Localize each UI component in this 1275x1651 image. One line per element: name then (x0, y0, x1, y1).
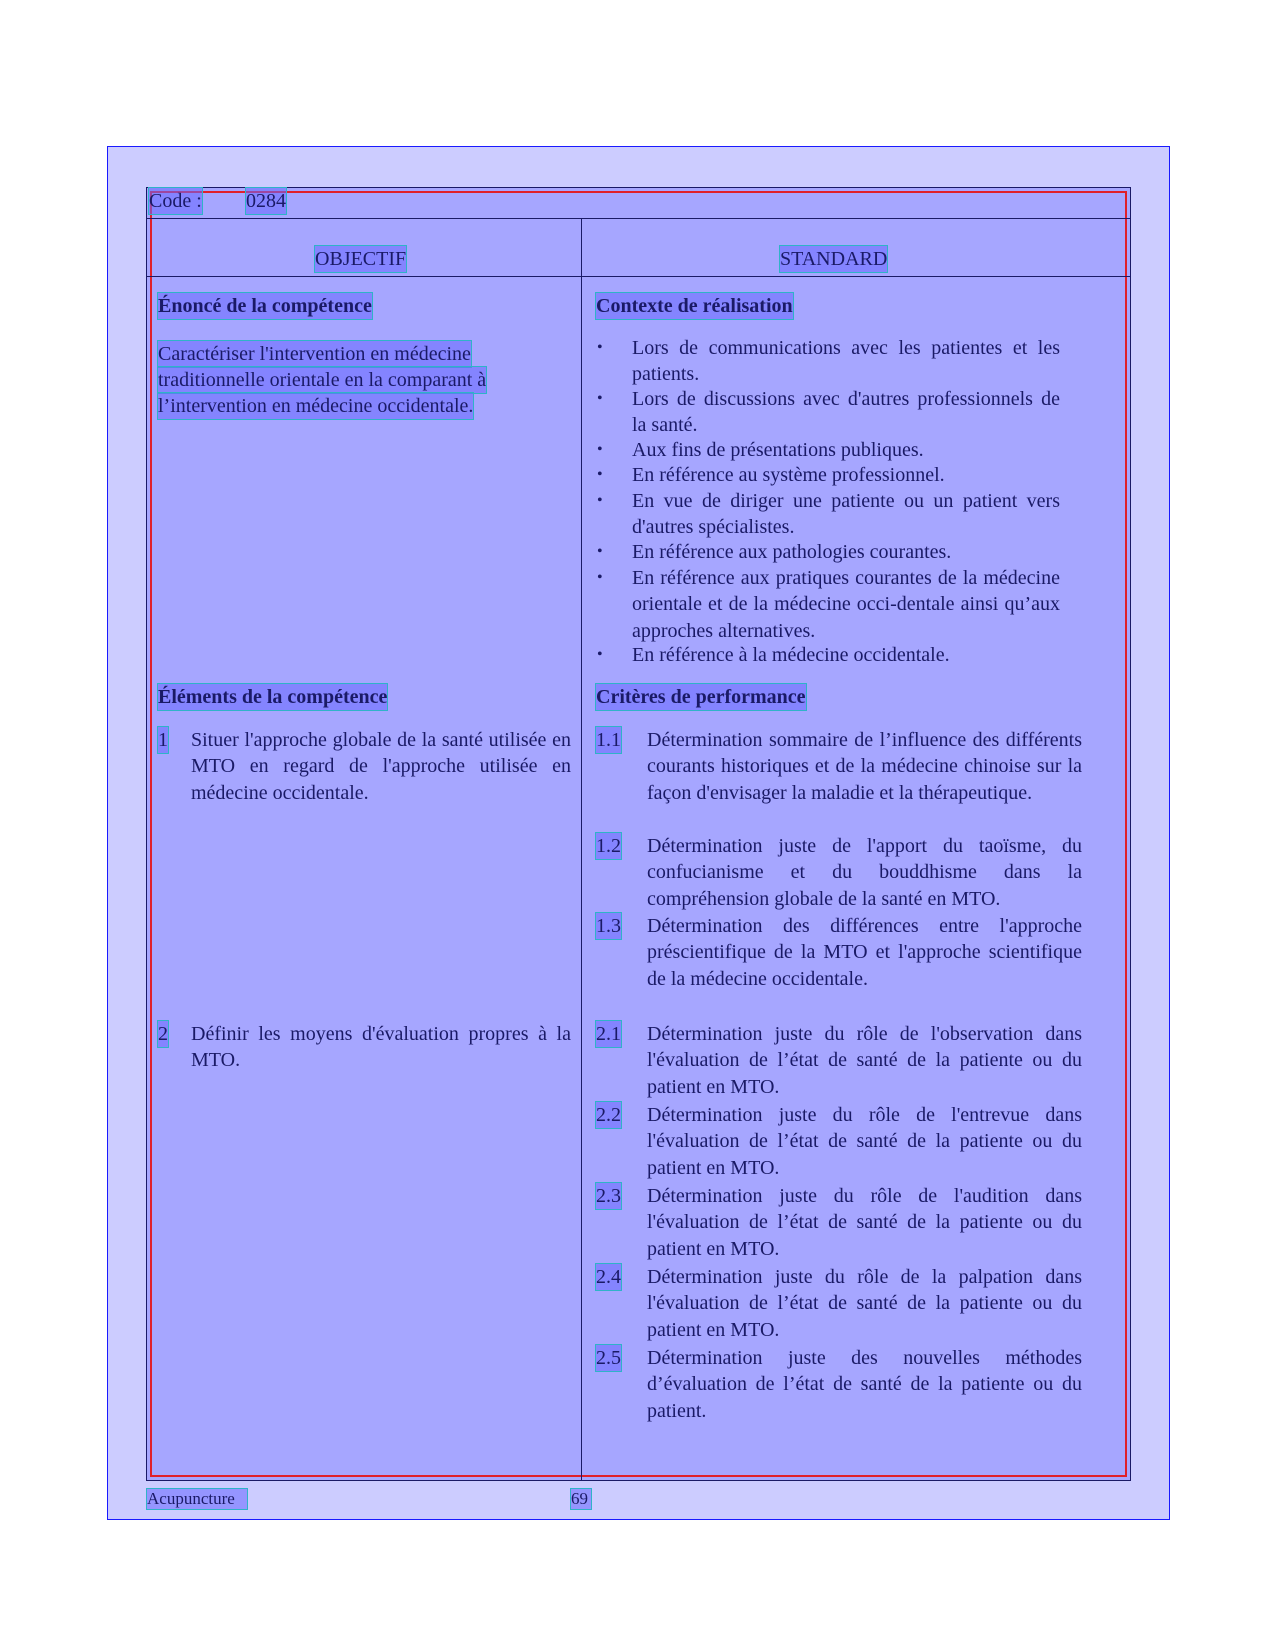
code-label: Code : (149, 190, 202, 212)
bullet-icon: • (597, 441, 603, 458)
bullet-icon: • (597, 543, 603, 560)
critere-number: 2.3 (596, 1185, 621, 1207)
column-divider (581, 218, 582, 1481)
objectif-header: OBJECTIF (315, 248, 407, 270)
footer-page-number: 69 (571, 1489, 591, 1509)
element-text: Définir les moyens d'évaluation propres à la MTO. (191, 1023, 571, 1072)
critere-number: 2.2 (596, 1104, 621, 1126)
contexte-item: Aux fins de présentations publiques. (632, 439, 924, 461)
critere-number: 2.1 (596, 1023, 621, 1045)
critere-number: 2.5 (596, 1347, 621, 1369)
standard-header: STANDARD (780, 248, 888, 270)
critere-text: Détermination juste du rôle de la palpation dans l'évaluation de l’état de santé de la patiente ou du patient en MTO. (647, 1266, 1082, 1341)
contexte-title: Contexte de réalisation (596, 295, 793, 317)
footer-program: Acupuncture (147, 1489, 247, 1509)
bullet-icon: • (597, 646, 603, 663)
contexte-item: Lors de communications avec les patientes et les patients. (632, 337, 1060, 386)
contexte-item: En référence aux pratiques courantes de la médecine orientale et de la médecine occi-dentale ainsi qu’aux approches alternatives. (632, 567, 1060, 642)
header-row-divider (146, 276, 1131, 277)
enonce-line: traditionnelle orientale en la comparant à (158, 369, 487, 391)
bullet-icon: • (597, 339, 603, 356)
enonce-title: Énoncé de la compétence (158, 295, 372, 317)
element-number: 2 (158, 1023, 168, 1045)
elements-title: Éléments de la compétence (158, 686, 388, 708)
critere-number: 1.2 (596, 835, 621, 857)
contexte-item: En référence aux pathologies courantes. (632, 541, 952, 563)
element-number: 1 (158, 729, 168, 751)
critere-text: Détermination sommaire de l’influence des différents courants historiques et de la médecine chinoise sur la façon d'envisager la maladie et la thérapeutique. (647, 729, 1082, 804)
contexte-item: En référence à la médecine occidentale. (632, 644, 950, 666)
critere-text: Détermination juste de l'apport du taoïsme, du confucianisme et du bouddhisme dans la compréhension globale de la santé en MTO. (647, 835, 1082, 910)
contexte-item: En vue de diriger une patiente ou un patient vers d'autres spécialistes. (632, 490, 1060, 539)
critere-number: 1.1 (596, 729, 621, 751)
bullet-icon: • (597, 466, 603, 483)
critere-text: Détermination juste du rôle de l'observation dans l'évaluation de l’état de santé de la patiente ou du patient en MTO. (647, 1023, 1082, 1098)
enonce-line: Caractériser l'intervention en médecine (158, 343, 471, 365)
contexte-item: En référence au système professionnel. (632, 464, 945, 486)
critere-text: Détermination des différences entre l'approche préscientifique de la MTO et l'approche scientifique de la médecine occidentale. (647, 915, 1082, 990)
element-text: Situer l'approche globale de la santé utilisée en MTO en regard de l'approche utilisée en médecine occidentale. (191, 729, 571, 804)
code-row-divider (146, 218, 1131, 219)
critere-number: 2.4 (596, 1266, 621, 1288)
code-value: 0284 (246, 190, 286, 212)
critere-text: Détermination juste du rôle de l'entrevue dans l'évaluation de l’état de santé de la patiente ou du patient en MTO. (647, 1104, 1082, 1179)
bullet-icon: • (597, 569, 603, 586)
critere-text: Détermination juste du rôle de l'audition dans l'évaluation de l’état de santé de la patiente ou du patient en MTO. (647, 1185, 1082, 1260)
criteres-title: Critères de performance (596, 686, 806, 708)
critere-number: 1.3 (596, 915, 621, 937)
contexte-item: Lors de discussions avec d'autres professionnels de la santé. (632, 388, 1060, 437)
enonce-line: l’intervention en médecine occidentale. (158, 395, 474, 417)
bullet-icon: • (597, 390, 603, 407)
bullet-icon: • (597, 492, 603, 509)
critere-text: Détermination juste des nouvelles méthodes d’évaluation de l’état de santé de la patiente ou du patient. (647, 1347, 1082, 1422)
